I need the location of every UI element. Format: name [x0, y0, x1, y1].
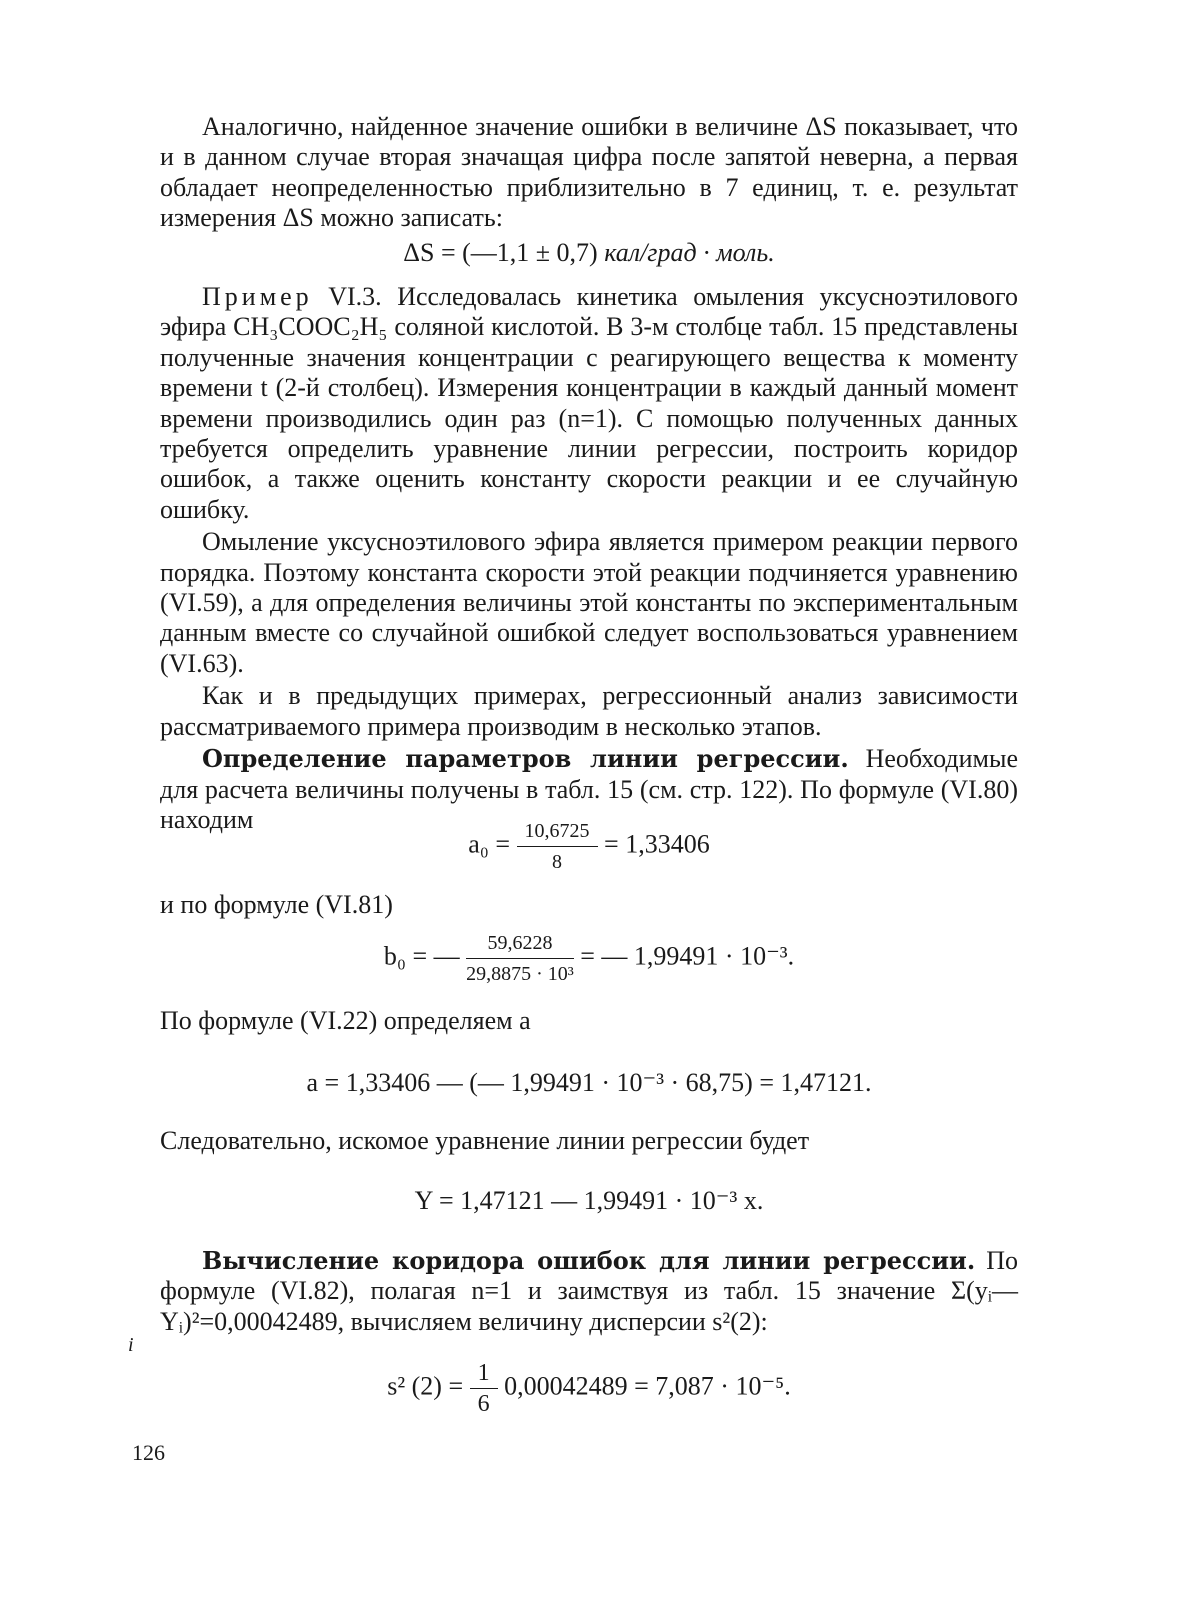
params-heading: Определение параметров линии регрессии. [202, 744, 849, 774]
equation-a0-numerator: 10,6725 [517, 820, 598, 847]
equation-delta-s-lhs: ΔS = (—1,1 ± 0,7) [403, 238, 605, 267]
equation-a0-denominator: 8 [552, 851, 563, 873]
equation-s2-rhs: 0,00042489 = 7,087 · 10⁻⁵. [497, 1371, 791, 1401]
equation-delta-s-units: кал/град · моль. [604, 238, 775, 267]
equation-a-text: a = 1,33406 — (— 1,99491 · 10⁻³ · 68,75) = 1,47121. [306, 1068, 872, 1097]
equation-y-text: Y = 1,47121 — 1,99491 · 10⁻³ x. [414, 1186, 764, 1215]
sum-index: i [128, 1334, 134, 1356]
saponification-paragraph: Омыление уксусноэтилового эфира является примером реакции первого порядка. Поэтому константа скорости этой реакции подчиняется уравнению (VI.59), а для определения величины этой константы по экспериментальным данным вместе со случайной ошибкой следует воспользоваться уравнением (VI.63). [160, 527, 1018, 678]
equation-a0-fraction [517, 820, 598, 873]
corridor-paragraph [160, 1246, 1018, 1337]
equation-s2 [160, 1362, 1018, 1415]
formula-22-text: По формуле (VI.22) определяем a [160, 1006, 531, 1035]
equation-b0-lhs: b₀ = — [383, 941, 467, 971]
equation-s2-fraction [470, 1362, 498, 1415]
consequently-text: Следовательно, искомое уравнение линии регрессии будет [160, 1126, 810, 1155]
equation-delta-s [160, 238, 1018, 268]
equation-b0-denominator: 29,8875 · 10³ [466, 963, 574, 985]
example-label: Пример [202, 282, 313, 311]
consequently-line [160, 1126, 1018, 1156]
equation-y [160, 1186, 1018, 1216]
equation-b0-fraction [466, 932, 574, 985]
corridor-text: По формуле (VI.82), полагая n=1 и заимствуя из табл. 15 значение Σ(yᵢ—Yᵢ)²=0,00042489, вычисляем величину дисперсии s²(2): [160, 1246, 1019, 1336]
example-text: VI.3. Исследовалась кинетика омыления уксусноэтилового эфира CH₃COOC₂H₅ соляной кислотой. В 3-м столбце табл. 15 представлены полученные значения концентрации c реагирующего вещества к моменту времени t (2-й столбец). Измерения концентрации в каждый данный момент времени производились один раз (n=1). С помощью полученных данных требуется определить уравнение линии регрессии, построить коридор ошибок, а также оценить константу скорости реакции и ее случайную ошибку. [160, 282, 1018, 524]
main-text-block [160, 282, 1018, 835]
corridor-heading: Вычисление коридора ошибок для линии регрессии. [202, 1246, 976, 1275]
corridor-block [160, 1246, 1018, 1337]
equation-b0-numerator: 59,6228 [466, 932, 574, 959]
equation-s2-numerator: 1 [470, 1362, 498, 1389]
intro-paragraph [160, 112, 1018, 234]
formula-22-line [160, 1006, 1018, 1036]
page-number: 126 [132, 1440, 165, 1465]
equation-s2-denominator: 6 [477, 1391, 490, 1417]
params-text: Необходимые для расчета величины получены в табл. 15 (см. стр. 122). По формуле (VI.80) находим [160, 744, 1019, 834]
equation-a [160, 1068, 1018, 1098]
equation-a0-lhs: a₀ = [468, 829, 517, 859]
formula-81-text: и по формуле (VI.81) [160, 890, 393, 919]
equation-s2-lhs: s² (2) = [387, 1371, 470, 1401]
equation-a0-rhs: = 1,33406 [597, 829, 710, 859]
equation-b0-rhs: = — 1,99491 · 10⁻³. [573, 941, 795, 971]
equation-b0 [160, 932, 1018, 985]
equation-a0 [160, 820, 1018, 873]
stages-paragraph: Как и в предыдущих примерах, регрессионный анализ зависимости рассматриваемого примера производим в несколько этапов. [160, 681, 1018, 741]
formula-81-line [160, 890, 1018, 920]
example-paragraph [160, 282, 1018, 525]
intro-text: Аналогично, найденное значение ошибки в величине ΔS показывает, что и в данном случае вторая значащая цифра после запятой неверна, а первая обладает неопределенностью приблизительно в 7 единиц, т. е. результат измерения ΔS можно записать: [160, 112, 1018, 233]
